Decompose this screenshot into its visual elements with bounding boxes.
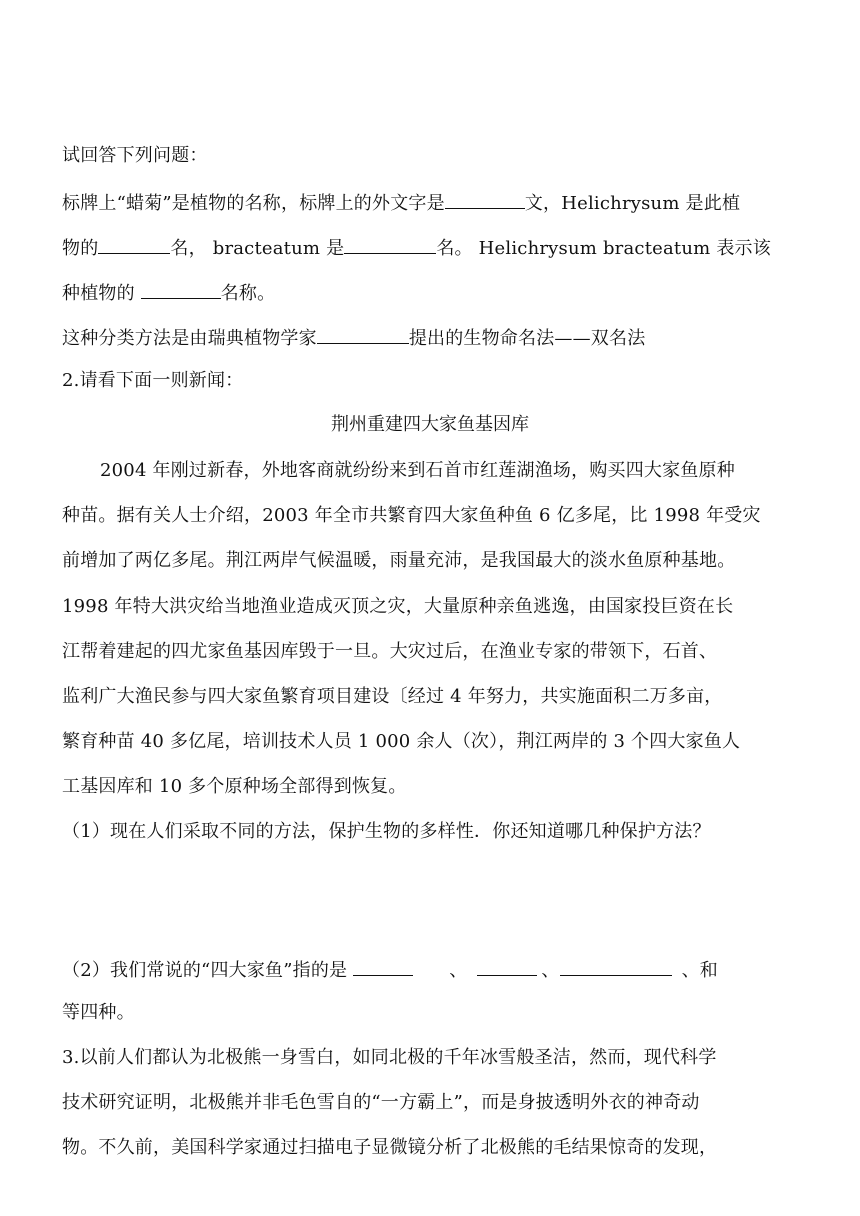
q2-heading: 2.请看下面一则新闻： [62,370,244,391]
news-line: 2004 年刚过新春，外地客商就纷纷来到石首市红莲湖渔场，购买四大家鱼原种 [100,460,735,481]
q1-line-2 [62,235,771,260]
news-line: 前增加了两亿多尾。荆江两岸气候温暖，雨量充沛，是我国最大的淡水鱼原种基地。 [62,550,736,571]
q1-text: 名。 Helichrysum bracteatum 表示该 [436,238,771,259]
q1-text: 标牌上“蜡菊”是植物的名称，标牌上的外文字是 [62,193,445,214]
news-line: 繁育种苗 40 多亿尾，培训技术人员 1 000 余人（次），荆江两岸的 3 个四大家鱼人 [62,731,741,752]
q1-text: 这种分类方法是由瑞典植物学家 [62,328,317,349]
answer-blank[interactable] [98,235,170,254]
q3-line: 物。不久前，美国科学家通过扫描电子显微镜分析了北极熊的毛结果惊奇的发现， [62,1137,718,1158]
q1-text: 种植物的 [62,283,141,304]
q1-text: 物的 [62,238,99,259]
q1-line-3 [62,280,275,305]
q1-text: 名称。 [220,283,276,304]
news-line: 工基因库和 10 多个原种场全部得到恢复。 [62,776,407,797]
q1-text: 名， bracteatum 是 [170,238,345,259]
news-line: 种苗。据有关人士介绍，2003 年全市共繁育四大家鱼种鱼 6 亿多尾，比 1998 年受灾 [62,505,761,526]
answer-blank[interactable] [317,325,409,344]
answer-blank[interactable] [353,957,413,976]
q1-line-4 [62,325,645,350]
q1-text: 提出的生物命名法——双名法 [408,328,646,349]
answer-blank[interactable] [560,957,672,976]
q2-text: 、和 [681,960,718,981]
answer-blank[interactable] [445,190,525,209]
q3-line: 3.以前人们都认为北极熊一身雪白，如同北极的千年冰雪般圣洁，然而，现代科学 [62,1047,717,1068]
separator: 、 [449,960,468,981]
news-line: 监利广大渔民参与四大家鱼繁育项目建设〔经过 4 年努力，共实施面积二万多亩， [62,686,723,707]
q2-sub2-line-2: 等四种。 [62,1002,135,1023]
q2-sub1: （1）现在人们采取不同的方法，保护生物的多样性．你还知道哪几种保护方法？ [62,821,711,842]
q1-line-1 [62,190,740,215]
answer-blank[interactable] [477,957,537,976]
answer-blank[interactable] [344,235,436,254]
separator: 、 [541,960,560,981]
intro-line: 试回答下列问题： [62,145,208,166]
q2-sub2-line-1 [62,957,718,982]
answer-blank[interactable] [141,280,221,299]
q1-text: 文，Helichrysum 是此植 [524,193,741,214]
news-title: 荆州重建四大家鱼基因库 [331,414,529,435]
q3-line: 技术研究证明，北极熊并非毛色雪自的“一方霸上”，而是身披透明外衣的神奇动 [62,1092,700,1113]
news-line: 江帮着建起的四尤家鱼基因库毁于一旦。大灾过后，在渔业专家的带领下，石首、 [62,641,718,662]
news-line: 1998 年特大洪灾给当地渔业造成灭顶之灾，大量原种亲鱼逃逸，由国家投巨资在长 [62,596,734,617]
q2-text: （2）我们常说的“四大家鱼”指的是 [62,960,354,981]
